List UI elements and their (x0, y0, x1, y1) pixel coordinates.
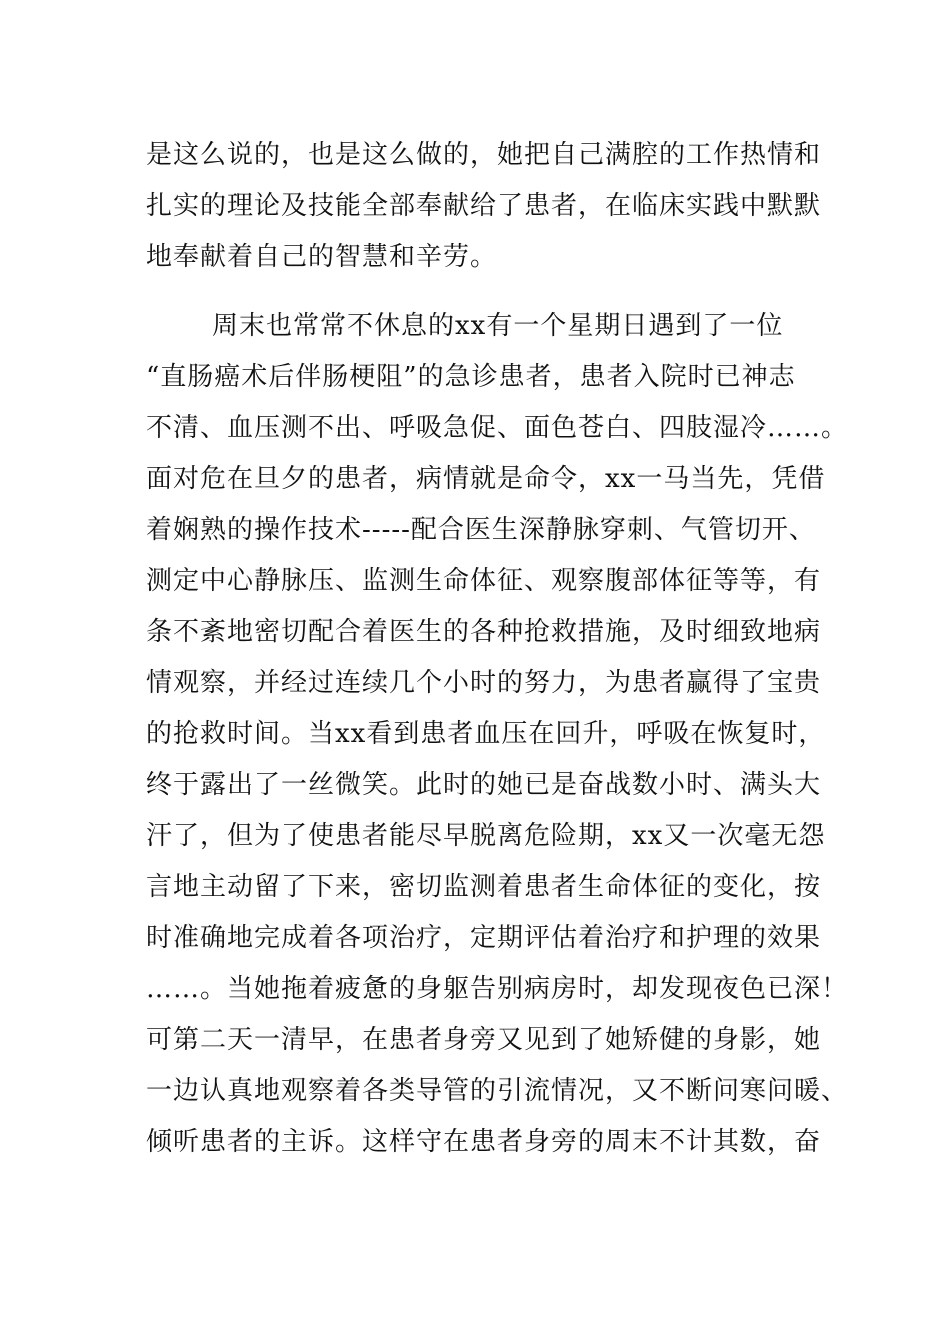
paragraph-2-line-13: 时准确地完成着各项治疗，定期评估着治疗和护理的效果 (146, 923, 822, 953)
paragraph-2-line-14: ……。当她拖着疲惫的身躯告别病房时，却发现夜色已深！ (146, 974, 849, 1004)
paragraph-2-line-5: 着娴熟的操作技术-----配合医生深静脉穿刺、气管切开、 (146, 515, 816, 545)
paragraph-2-line-15: 可第二天一清早，在患者身旁又见到了她矫健的身影，她 (146, 1025, 822, 1055)
paragraph-2-line-17: 倾听患者的主诉。这样守在患者身旁的周末不计其数，奋 (146, 1127, 822, 1157)
paragraph-2-line-10: 终于露出了一丝微笑。此时的她已是奋战数小时、满头大 (146, 770, 822, 800)
paragraph-spacer (146, 283, 806, 301)
paragraph-2-line-3: 不清、血压测不出、呼吸急促、面色苍白、四肢湿冷……。 (146, 413, 849, 443)
paragraph-2-line-16: 一边认真地观察着各类导管的引流情况，又不断问寒问暖、 (146, 1076, 849, 1106)
paragraph-1-line-1: 是这么说的，也是这么做的，她把自己满腔的工作热情和 (146, 140, 822, 170)
body-text (146, 130, 849, 1168)
paragraph-2-line-11: 汗了，但为了使患者能尽早脱离危险期，xx又一次毫无怨 (146, 821, 826, 851)
paragraph-1-line-2: 扎实的理论及技能全部奉献给了患者，在临床实践中默默 (146, 191, 822, 221)
paragraph-2-line-9: 的抢救时间。当xx看到患者血压在回升，呼吸在恢复时， (146, 719, 826, 749)
paragraph-2-line-7: 条不紊地密切配合着医生的各种抢救措施，及时细致地病 (146, 617, 822, 647)
paragraph-2-line-12: 言地主动留了下来，密切监测着患者生命体征的变化，按 (146, 872, 822, 902)
paragraph-2-line-8: 情观察，并经过连续几个小时的努力，为患者赢得了宝贵 (146, 668, 822, 698)
paragraph-2-line-6: 测定中心静脉压、监测生命体征、观察腹部体征等等，有 (146, 566, 822, 596)
paragraph-2-line-1: 周末也常常不休息的xx有一个星期日遇到了一位 (212, 311, 784, 341)
paragraph-2-line-4: 面对危在旦夕的患者，病情就是命令，xx一马当先，凭借 (146, 464, 826, 494)
paragraph-2-line-2: “直肠癌术后伴肠梗阻”的急诊患者，患者入院时已神志 (146, 362, 796, 392)
paragraph-1-line-3: 地奉献着自己的智慧和辛劳。 (146, 242, 498, 272)
